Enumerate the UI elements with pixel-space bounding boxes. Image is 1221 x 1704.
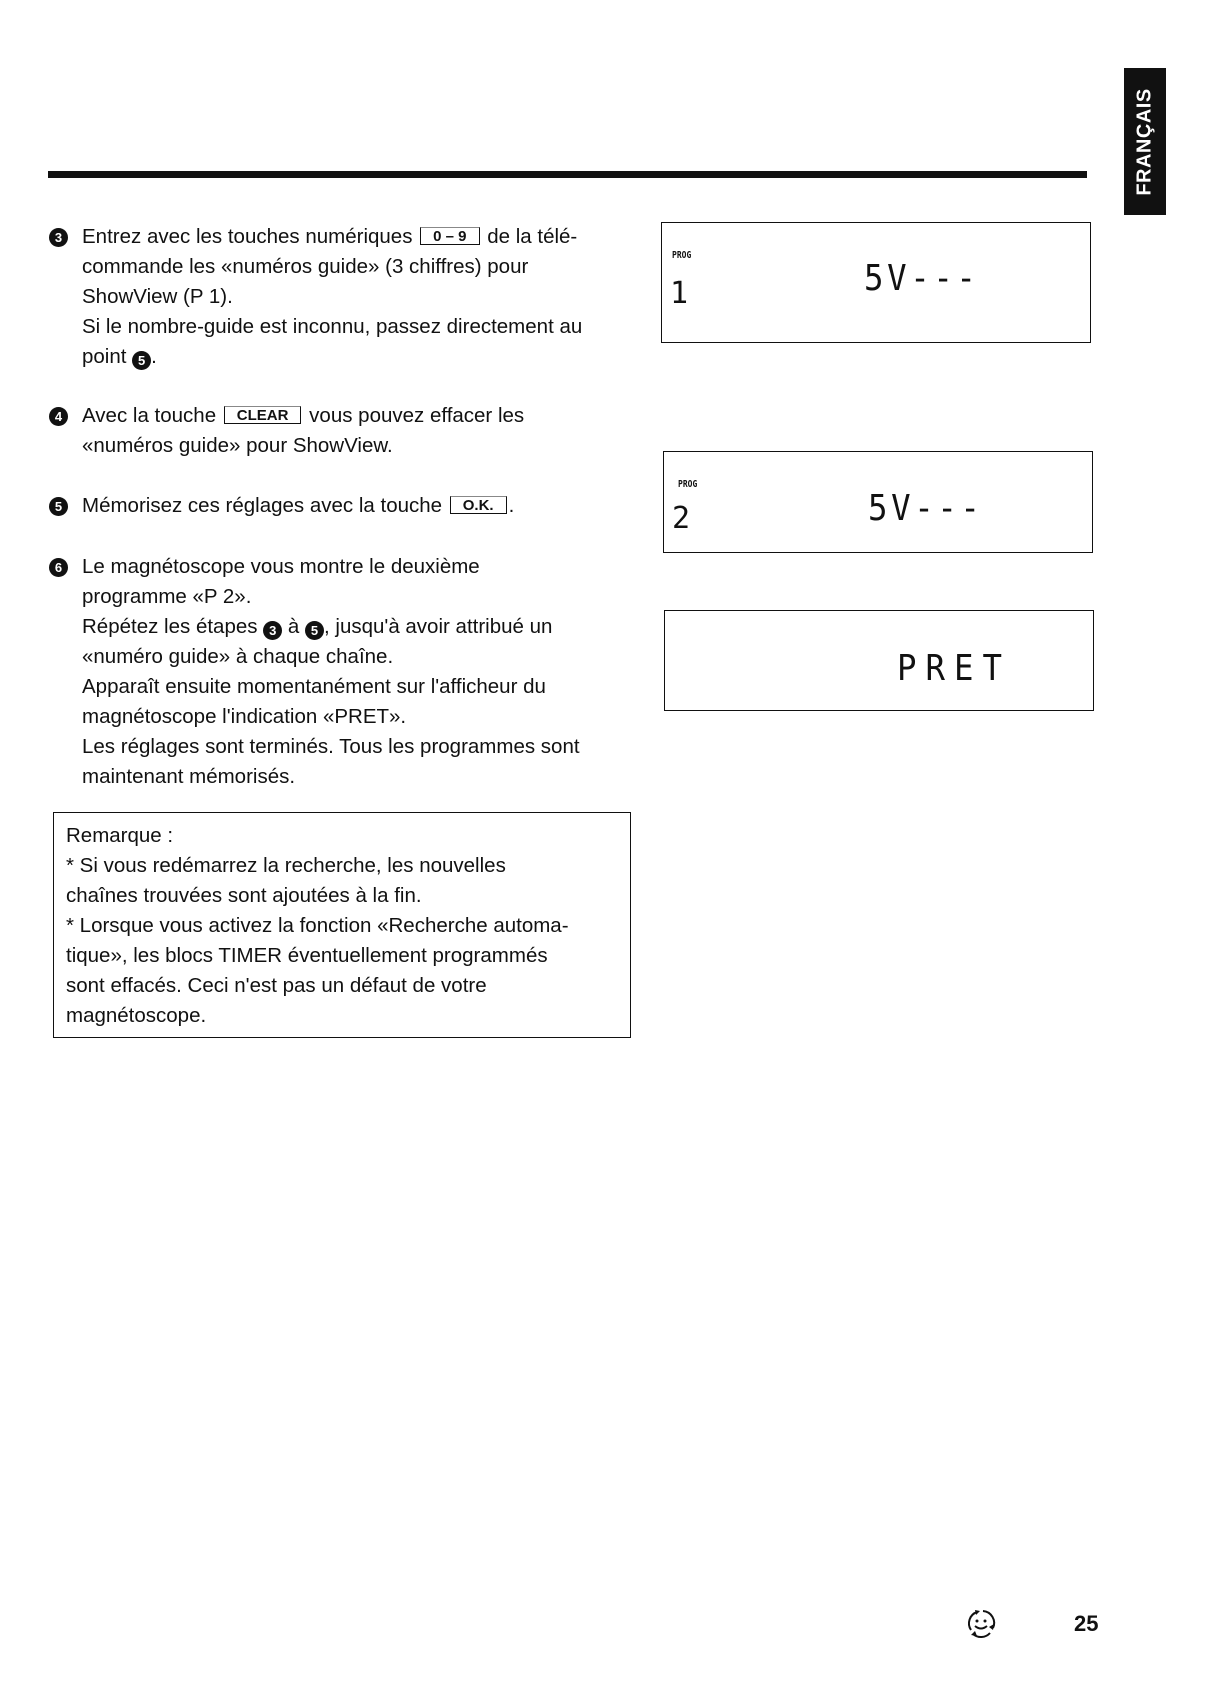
text-segment: Avec la touche — [82, 404, 222, 427]
step-reference-badge: 3 — [263, 621, 282, 640]
lcd-prog-label: PROG — [672, 250, 692, 261]
text-line — [82, 282, 582, 312]
step-4 — [54, 401, 525, 461]
step-number-badge: 5 — [49, 497, 68, 516]
text-line — [82, 401, 524, 431]
text-segment: , jusqu'à avoir attribué un — [324, 615, 553, 638]
text-line — [66, 851, 569, 881]
text-segment: commande les «numéros guide» (3 chiffres) pour — [82, 255, 529, 278]
text-segment: point — [82, 345, 133, 368]
text-line — [66, 971, 569, 1001]
text-segment: Le magnétoscope vous montre le deuxième — [82, 555, 480, 578]
text-line — [82, 252, 582, 282]
text-segment: ShowView (P 1). — [82, 285, 233, 308]
lcd-display-prog-2 — [663, 451, 1093, 553]
lcd-display-prog-1 — [661, 222, 1091, 343]
text-segment: . — [151, 345, 157, 368]
text-segment: . — [508, 494, 515, 517]
step-5 — [54, 491, 515, 521]
header-rule — [48, 171, 1087, 178]
text-segment: * Si vous redémarrez la recherche, les nouvelles — [66, 854, 506, 877]
page-number: 25 — [1074, 1611, 1099, 1636]
remark-text — [66, 821, 569, 1031]
text-line — [82, 342, 582, 372]
remote-key-label: 0 – 9 — [420, 227, 479, 245]
text-segment: Répétez les étapes — [82, 615, 264, 638]
text-line — [82, 222, 582, 252]
step-reference-badge: 5 — [305, 621, 324, 640]
text-line — [82, 312, 582, 342]
text-segment: * Lorsque vous activez la fonction «Recherche automa- — [66, 914, 569, 937]
text-line — [82, 612, 580, 642]
step-3 — [54, 222, 583, 372]
text-segment: «numéro guide» à chaque chaîne. — [82, 645, 394, 668]
text-line — [66, 1001, 569, 1031]
step-number-badge: 4 — [49, 407, 68, 426]
text-segment: à — [282, 615, 305, 638]
text-line — [82, 762, 580, 792]
step-number-badge: 3 — [49, 228, 68, 247]
text-segment: Les réglages sont terminés. Tous les programmes sont — [82, 735, 580, 758]
step-reference-badge: 5 — [132, 351, 151, 370]
text-line — [82, 491, 514, 521]
text-segment: Mémorisez ces réglages avec la touche — [82, 494, 448, 517]
text-segment: Entrez avec les touches numériques — [82, 225, 419, 248]
remote-key-label: CLEAR — [224, 406, 302, 424]
text-line — [82, 431, 524, 461]
lcd-main-text: 5V--- — [868, 488, 984, 529]
language-tab — [1124, 68, 1166, 215]
step-number-badge: 6 — [49, 558, 68, 577]
text-line — [82, 702, 580, 732]
text-line — [82, 582, 580, 612]
lcd-prog-label: PROG — [678, 479, 698, 490]
lcd-main-text: PRET — [897, 648, 1012, 689]
text-segment: tique», les blocs TIMER éventuellement programmés — [66, 944, 548, 967]
step-6 — [54, 552, 580, 792]
text-segment: Remarque : — [66, 824, 174, 847]
text-segment: de la télé- — [481, 225, 578, 248]
text-line — [66, 881, 569, 911]
text-line — [66, 821, 569, 851]
text-segment: maintenant mémorisés. — [82, 765, 296, 788]
text-line — [66, 941, 569, 971]
text-line — [82, 732, 580, 762]
text-segment: sont effacés. Ceci n'est pas un défaut de votre — [66, 974, 487, 997]
text-line — [82, 552, 580, 582]
language-tab-label: FRANÇAIS — [1133, 87, 1156, 196]
text-segment: magnétoscope. — [66, 1004, 207, 1027]
text-segment: Si le nombre-guide est inconnu, passez directement au — [82, 315, 583, 338]
lcd-main-text: 5V--- — [864, 258, 980, 299]
text-line — [82, 672, 580, 702]
remote-key-label: O.K. — [450, 496, 507, 514]
remark-box — [53, 812, 631, 1038]
text-segment: magnétoscope l'indication «PRET». — [82, 705, 407, 728]
lcd-display-ready — [664, 610, 1094, 711]
text-line — [66, 911, 569, 941]
lcd-channel: 1 — [670, 276, 689, 311]
text-segment: «numéros guide» pour ShowView. — [82, 434, 393, 457]
text-segment: vous pouvez effacer les — [303, 404, 525, 427]
lcd-channel: 2 — [672, 501, 691, 536]
text-segment: Apparaît ensuite momentanément sur l'afficheur du — [82, 675, 546, 698]
text-line — [82, 642, 580, 672]
text-segment: chaînes trouvées sont ajoutées à la fin. — [66, 884, 422, 907]
recycle-smiley-icon — [963, 1606, 999, 1640]
text-segment: programme «P 2». — [82, 585, 252, 608]
